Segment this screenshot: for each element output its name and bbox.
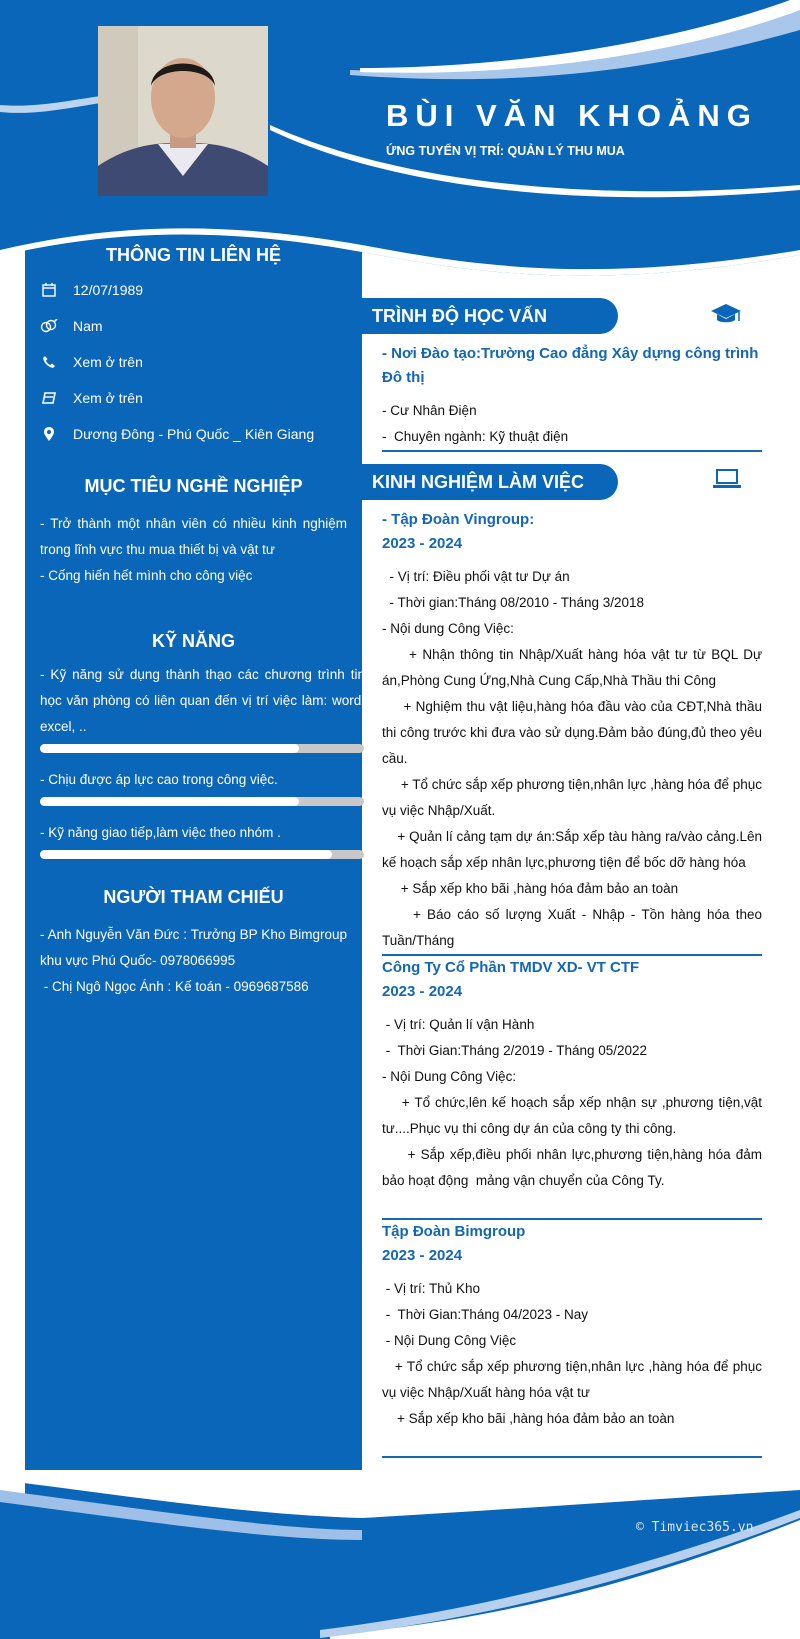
gender-icon — [37, 319, 61, 333]
sidebar — [25, 245, 365, 1000]
main-content — [362, 298, 767, 1458]
job-line: - Thời Gian:Tháng 04/2023 - Nay — [382, 1307, 588, 1322]
objective-title: MỤC TIÊU NGHỀ NGHIỆP — [84, 476, 303, 496]
skill-bar-fill — [40, 744, 299, 753]
experience-title: KINH NGHIỆM LÀM VIỆC — [362, 464, 618, 500]
contact-phone-text: Xem ở trên — [73, 354, 143, 370]
job-line: + Quản lí cảng tạm dự án:Sắp xếp tàu hàng ra/vào cảng.Lên kế hoạch sắp xếp nhân lực,phương tiện để bốc dỡ hàng hóa — [382, 829, 766, 870]
skill-bar — [40, 797, 364, 806]
objective-line: - Cống hiến hết mình cho công việc — [40, 568, 253, 583]
education-school: - Nơi Đào tạo:Trường Cao đẳng Xây dựng công trình Đô thị — [382, 345, 759, 386]
job-line: - Vị trí: Thủ Kho — [382, 1281, 481, 1296]
phone-icon — [37, 356, 61, 368]
job-line: + Báo cáo số lượng Xuất - Nhập - Tồn hàng hóa theo Tuần/Tháng — [382, 907, 766, 948]
location-icon — [37, 427, 61, 441]
divider — [382, 1456, 762, 1458]
job-line: - Nội Dung Công Việc: — [382, 1069, 517, 1084]
contact-gender — [25, 308, 362, 344]
skill-bar — [40, 744, 364, 753]
contact-phone — [25, 344, 362, 380]
contact-email-text: Xem ở trên — [73, 390, 143, 406]
references-title: NGƯỜI THAM CHIẾU — [103, 887, 284, 907]
left-margin — [0, 250, 25, 1500]
job-line: + Tổ chức sắp xếp phương tiện,nhân lực ,hàng hóa để phục vụ việc Nhập/Xuất. — [382, 777, 766, 818]
job-period: 2023 - 2024 — [382, 1247, 463, 1264]
profile-photo — [98, 26, 268, 196]
skill-text: - Kỹ năng giao tiếp,làm việc theo nhóm . — [40, 825, 281, 840]
job-period: 2023 - 2024 — [382, 983, 463, 1000]
job-entry — [382, 1220, 766, 1432]
contact-title: THÔNG TIN LIÊN HỆ — [106, 245, 281, 265]
education-title: TRÌNH ĐỘ HỌC VẤN — [362, 298, 618, 334]
skill-text: - Kỹ năng sử dụng thành thạo các chương trình tin học văn phòng có liên quan đến vị trí việc làm: word, excel, .. — [40, 667, 365, 734]
contact-email — [25, 380, 362, 416]
job-line: - Nội dung Công Việc: — [382, 621, 514, 636]
job-line: - Thời Gian:Tháng 2/2019 - Tháng 05/2022 — [382, 1043, 648, 1058]
job-line: - Thời gian:Tháng 08/2010 - Tháng 3/2018 — [382, 595, 645, 610]
reference-line: - Chị Ngô Ngọc Ánh : Kế toán - 0969687586 — [40, 979, 309, 994]
job-line: + Sắp xếp kho bãi ,hàng hóa đảm bảo an toàn — [382, 1411, 675, 1426]
job-line: - Vị trí: Điều phối vật tư Dự án — [382, 569, 570, 584]
applied-position: ỨNG TUYỂN VỊ TRÍ: QUẢN LÝ THU MUA — [386, 144, 625, 158]
job-entry — [382, 956, 766, 1194]
candidate-name: BÙI VĂN KHOẢNG — [386, 98, 758, 133]
skill-bar-fill — [40, 797, 299, 806]
job-company: Công Ty Cổ Phần TMDV XD- VT CTF — [382, 959, 640, 976]
reference-line: - Anh Nguyễn Văn Đức : Trưởng BP Kho Bimgroup khu vực Phú Quốc- 0978066995 — [40, 927, 347, 968]
skills-title: KỸ NĂNG — [151, 631, 235, 651]
contact-birthday — [25, 272, 362, 308]
job-line: + Sắp xếp,điều phối nhân lực,phương tiện,hàng hóa đảm bảo hoạt động mảng vận chuyển của Công Ty. — [382, 1147, 766, 1188]
education-major: - Chuyên ngành: Kỹ thuật điện — [382, 429, 569, 444]
laptop-icon — [712, 468, 742, 493]
job-entry — [382, 508, 766, 954]
job-line: + Nghiệm thu vật liệu,hàng hóa đầu vào của CĐT,Nhà thầu thi công trước khi đưa vào sử dụng.Đảm bảo đúng,đủ theo yêu cầu. — [382, 699, 766, 766]
calendar-icon — [37, 283, 61, 297]
job-line: - Vị trí: Quản lí vận Hành — [382, 1017, 535, 1032]
graduation-cap-icon — [710, 302, 742, 329]
job-line: - Nội Dung Công Việc — [382, 1333, 517, 1348]
email-icon — [37, 392, 61, 404]
objective-line: - Trở thành một nhân viên có nhiều kinh nghiệm trong lĩnh vực thu mua thiết bị và vật tư — [40, 516, 347, 557]
skill-bar-fill — [40, 850, 332, 859]
contact-birthday-text: 12/07/1989 — [73, 282, 144, 298]
contact-address — [25, 416, 362, 452]
job-line: + Sắp xếp kho bãi ,hàng hóa đảm bảo an toàn — [382, 881, 679, 896]
footer-wave-decoration — [0, 1470, 800, 1639]
job-company: Tập Đoàn Bimgroup — [382, 1223, 526, 1240]
job-line: + Tổ chức sắp xếp phương tiện,nhân lực ,hàng hóa để phục vụ việc Nhập/Xuất hàng hóa vật tư — [382, 1359, 766, 1400]
education-degree: - Cư Nhân Điện — [382, 403, 477, 418]
job-company: - Tập Đoàn Vingroup: — [382, 511, 535, 528]
job-line: + Tổ chức,lên kế hoạch sắp xếp nhận sự ,phương tiện,vật tư....Phục vụ thi công dự án của công ty thi công. — [382, 1095, 766, 1136]
watermark: © Timviec365.vn — [636, 1520, 754, 1535]
skill-text: - Chịu được áp lực cao trong công việc. — [40, 772, 278, 787]
contact-address-text: Dương Đông - Phú Quốc _ Kiên Giang — [73, 426, 315, 442]
job-line: + Nhận thông tin Nhập/Xuất hàng hóa vật tư từ BQL Dự án,Phòng Cung Ứng,Nhà Cung Cấp,Nhà Thầu thi Công — [382, 647, 766, 688]
job-period: 2023 - 2024 — [382, 535, 463, 552]
skill-bar — [40, 850, 364, 859]
contact-gender-text: Nam — [73, 318, 103, 334]
